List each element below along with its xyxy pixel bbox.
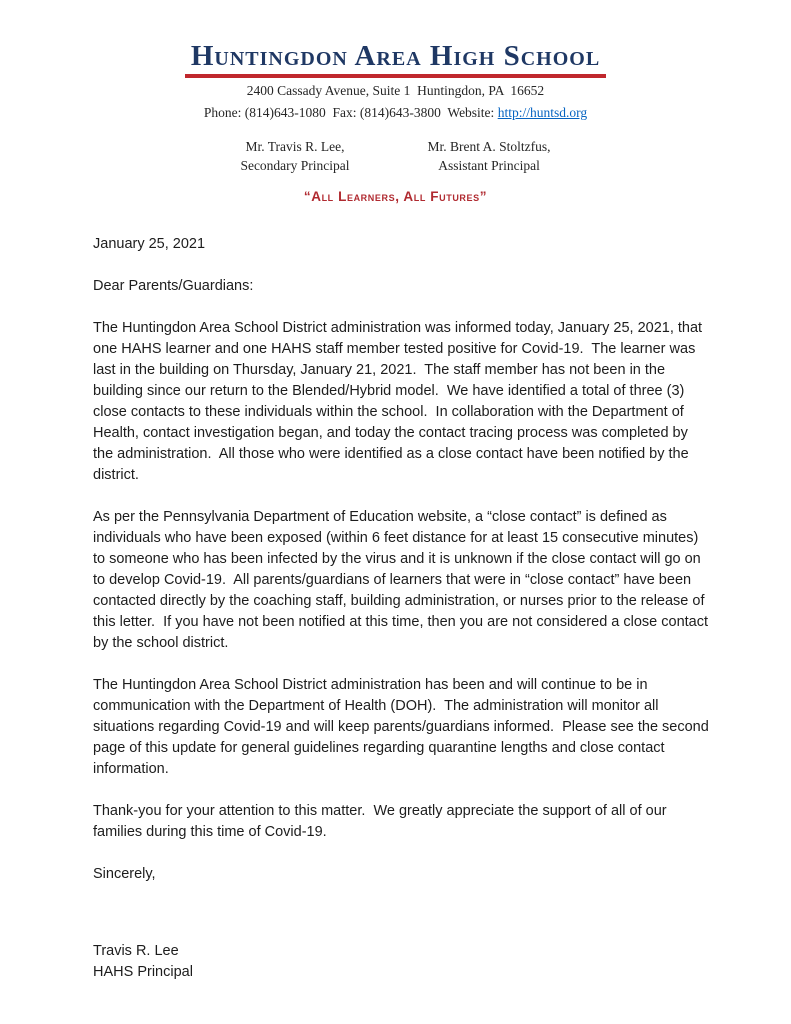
closing: Sincerely, [93, 866, 156, 883]
school-name-wrap [0, 42, 791, 78]
school-address: 2400 Cassady Avenue, Suite 1 Huntingdon, PA 16652 [246, 83, 545, 98]
letter-body [93, 234, 711, 983]
salutation: Dear Parents/Guardians: [93, 278, 254, 295]
paragraph: The Huntingdon Area School District administration was informed today, January 25, 2021, that one HAHS learner and one HAHS staff member tested positive for Covid-19. The learner was last in the building on Thursday, January 21, 2021. The staff member has not been in the building since our return to the Blended/Hybrid model. We have identified a total of three (3) close contacts to these individuals within the school. In collaboration with the Department of Health, contact investigation began, and today the contact tracing process was completed by the administration. All those who were identified as a close contact have been notified by the district. [93, 320, 707, 484]
website-link[interactable]: http://huntsd.org [497, 105, 588, 121]
principal-assistant [428, 138, 551, 176]
paragraph: Thank-you for your attention to this matter. We greatly appreciate the support of all of our families during this time of Covid-19. [93, 803, 671, 841]
phone-fax-label: Phone: (814)643-1080 Fax: (814)643-3800 Website: [203, 105, 498, 121]
school-contact-line [0, 104, 791, 122]
signature-name: Travis R. Lee [93, 943, 179, 960]
letterhead [0, 0, 791, 204]
principal-title: Assistant Principal [438, 158, 540, 174]
signature-block [93, 941, 711, 983]
principal-secondary [240, 138, 349, 176]
principal-name: Mr. Brent A. Stoltzfus, [427, 139, 551, 155]
signature-title: HAHS Principal [93, 964, 193, 981]
paragraph: The Huntingdon Area School District administration has been and will continue to be in communication with the Department of Health (DOH). The administration will monitor all situations regarding Covid-19 and will keep parents/guardians informed. Please see the second page of this update for general guidelines regarding quarantine lengths and close contact information. [93, 677, 713, 778]
school-motto: “All Learners, All Futures” [303, 189, 488, 205]
school-name: Huntingdon Area High School [185, 42, 606, 78]
principal-title: Secondary Principal [240, 158, 350, 174]
principal-name: Mr. Travis R. Lee, [245, 139, 345, 155]
paragraph: As per the Pennsylvania Department of Education website, a “close contact” is defined as individuals who have been exposed (within 6 feet distance for at least 15 consecutive minutes) to someone who has been infected by the virus and it is unknown if the close contact will go on to develop Covid-19. All parents/guardians of learners that were in “close contact” have been contacted directly by the coaching staff, building administration, or nurses prior to the release of this letter. If you have not been notified at this time, then you are not considered a close contact by the school district. [93, 509, 713, 652]
principals-row [0, 138, 791, 176]
letter-date: January 25, 2021 [93, 236, 206, 253]
